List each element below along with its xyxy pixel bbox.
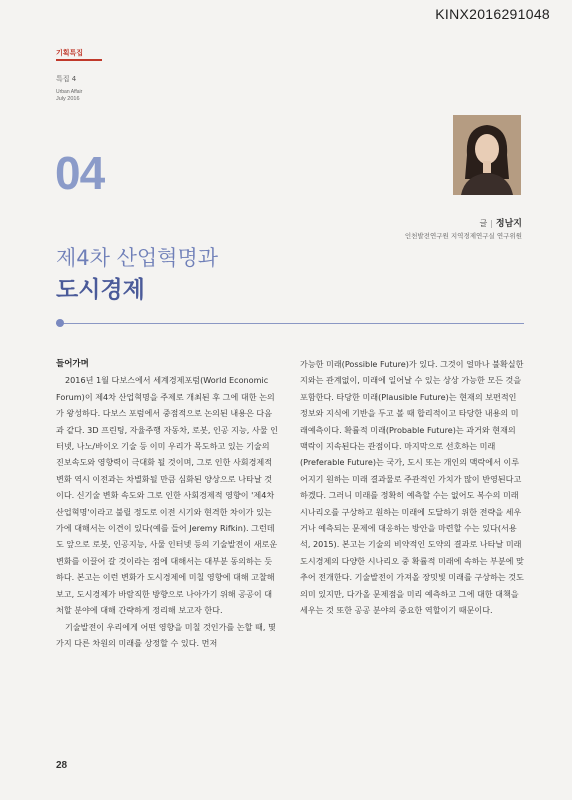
issue-label: 특집 4 bbox=[56, 75, 77, 83]
title-divider bbox=[56, 323, 524, 324]
section-heading: 들어가며 bbox=[56, 359, 89, 369]
author-photo bbox=[453, 115, 521, 195]
series-tag: 기획특집 bbox=[56, 49, 84, 57]
author-byline: 글 | 정남지 bbox=[479, 219, 522, 229]
body-column-left bbox=[56, 356, 278, 651]
page-number: 28 bbox=[56, 760, 68, 771]
article-number: 04 bbox=[55, 147, 105, 199]
body-column-right bbox=[300, 356, 524, 619]
series-rule bbox=[56, 59, 102, 61]
document-id: KINX2016291048 bbox=[435, 6, 550, 22]
publication-date: July 2016 bbox=[56, 96, 80, 102]
article-title-line2: 도시경제 bbox=[56, 277, 145, 303]
body-paragraph: 가능한 미래(Possible Future)가 있다. 그것이 얼마나 불확실한지와는 관계없이, 미래에 일어날 수 있는 상상 가능한 모든 것을 포함한다. 타당한 미래(Plausible Future)는 현재의 보편적인 정보와 지식에 기반을 두고 볼 때 합리적이고 타당한 내용의 미래예측이다. 확률적 미래(Probable Future)는 과거와 현재의 맥락이 지속된다는 관점이다. 마지막으로 선호하는 미래(Preferable Future)는 국가, 도시 또는 개인의 맥락에서 이루어지기 원하는 미래 결과물로 주관적인 가치가 많이 반영된다고 하겠다. 그러니 미래를 정확히 예측할 수는 없어도 복수의 미래 시나리오를 구상하고 원하는 미래에 도달하기 위한 전략을 세우거나 예측되는 문제에 대응하는 방안을 마련할 수는 있다(서용석, 2015). 본고는 기술의 비약적인 도약의 결과로 나타날 미래도시경제의 다양한 시나리오 중 확률적 미래에 속하는 부분에 맞추어 전개한다. 기술발전이 가져올 장밋빛 미래를 구상하는 것도 의미 있지만, 다가올 문제점을 미리 예측하고 그에 대한 대책을 세우는 것 또한 공공 분야의 중요한 역할이기 때문이다. bbox=[300, 359, 524, 616]
author-affiliation: 인천발전연구원 지역경제연구실 연구위원 bbox=[404, 232, 522, 240]
divider-dot bbox=[56, 319, 64, 327]
author-prefix: 글 bbox=[479, 219, 488, 228]
author-name: 정남지 bbox=[495, 219, 522, 229]
body-paragraph: 2016년 1월 다보스에서 세계경제포럼(World Economic Forum)이 제4차 산업혁명을 주제로 개최된 후 그에 대한 논의가 왕성하다. 다보스 포럼에서 중점적으로 논의된 내용은 다음과 같다. 3D 프린팅, 자율주행 자동차, 로봇, 인공 지능, 사물 인터넷, 나노/바이오 기술 등 이미 우리가 목도하고 있는 기술의 진보속도와 영향력이 극대화 될 것이며, 그로 인한 사회경제적 변화 역시 이전과는 차별화될 만큼 심화된 양상으로 나타날 것이다. 신기술 변화 속도와 그로 인한 사회경제적 영향이 '제4차 산업혁명'이라고 불릴 정도로 이전 시기와 현격한 차이가 있는가에 대해서는 이견이 있다(예를 들어 Jeremy Rifkin). 그런데도 앞으로 로봇, 인공지능, 사물 인터넷 등의 기술발전이 새로운 변화를 이끌어 갈 것이라는 점에 대해서는 대부분 동의하는 듯하다. 본고는 이런 변화가 도시경제에 미칠 영향에 대해 고찰해 보고, 도시경제가 바람직한 방향으로 나아가기 위해 공공이 대처할 분야에 대해 간략하게 정리해 보고자 한다. bbox=[56, 375, 278, 616]
body-paragraph: 기술발전이 우리에게 어떤 영향을 미칠 것인가를 논할 때, 몇 가지 다른 차원의 미래를 상정할 수 있다. 먼저 bbox=[56, 621, 276, 648]
publication-name: Urban Affair bbox=[56, 89, 83, 95]
article-title-line1: 제4차 산업혁명과 bbox=[56, 246, 219, 270]
